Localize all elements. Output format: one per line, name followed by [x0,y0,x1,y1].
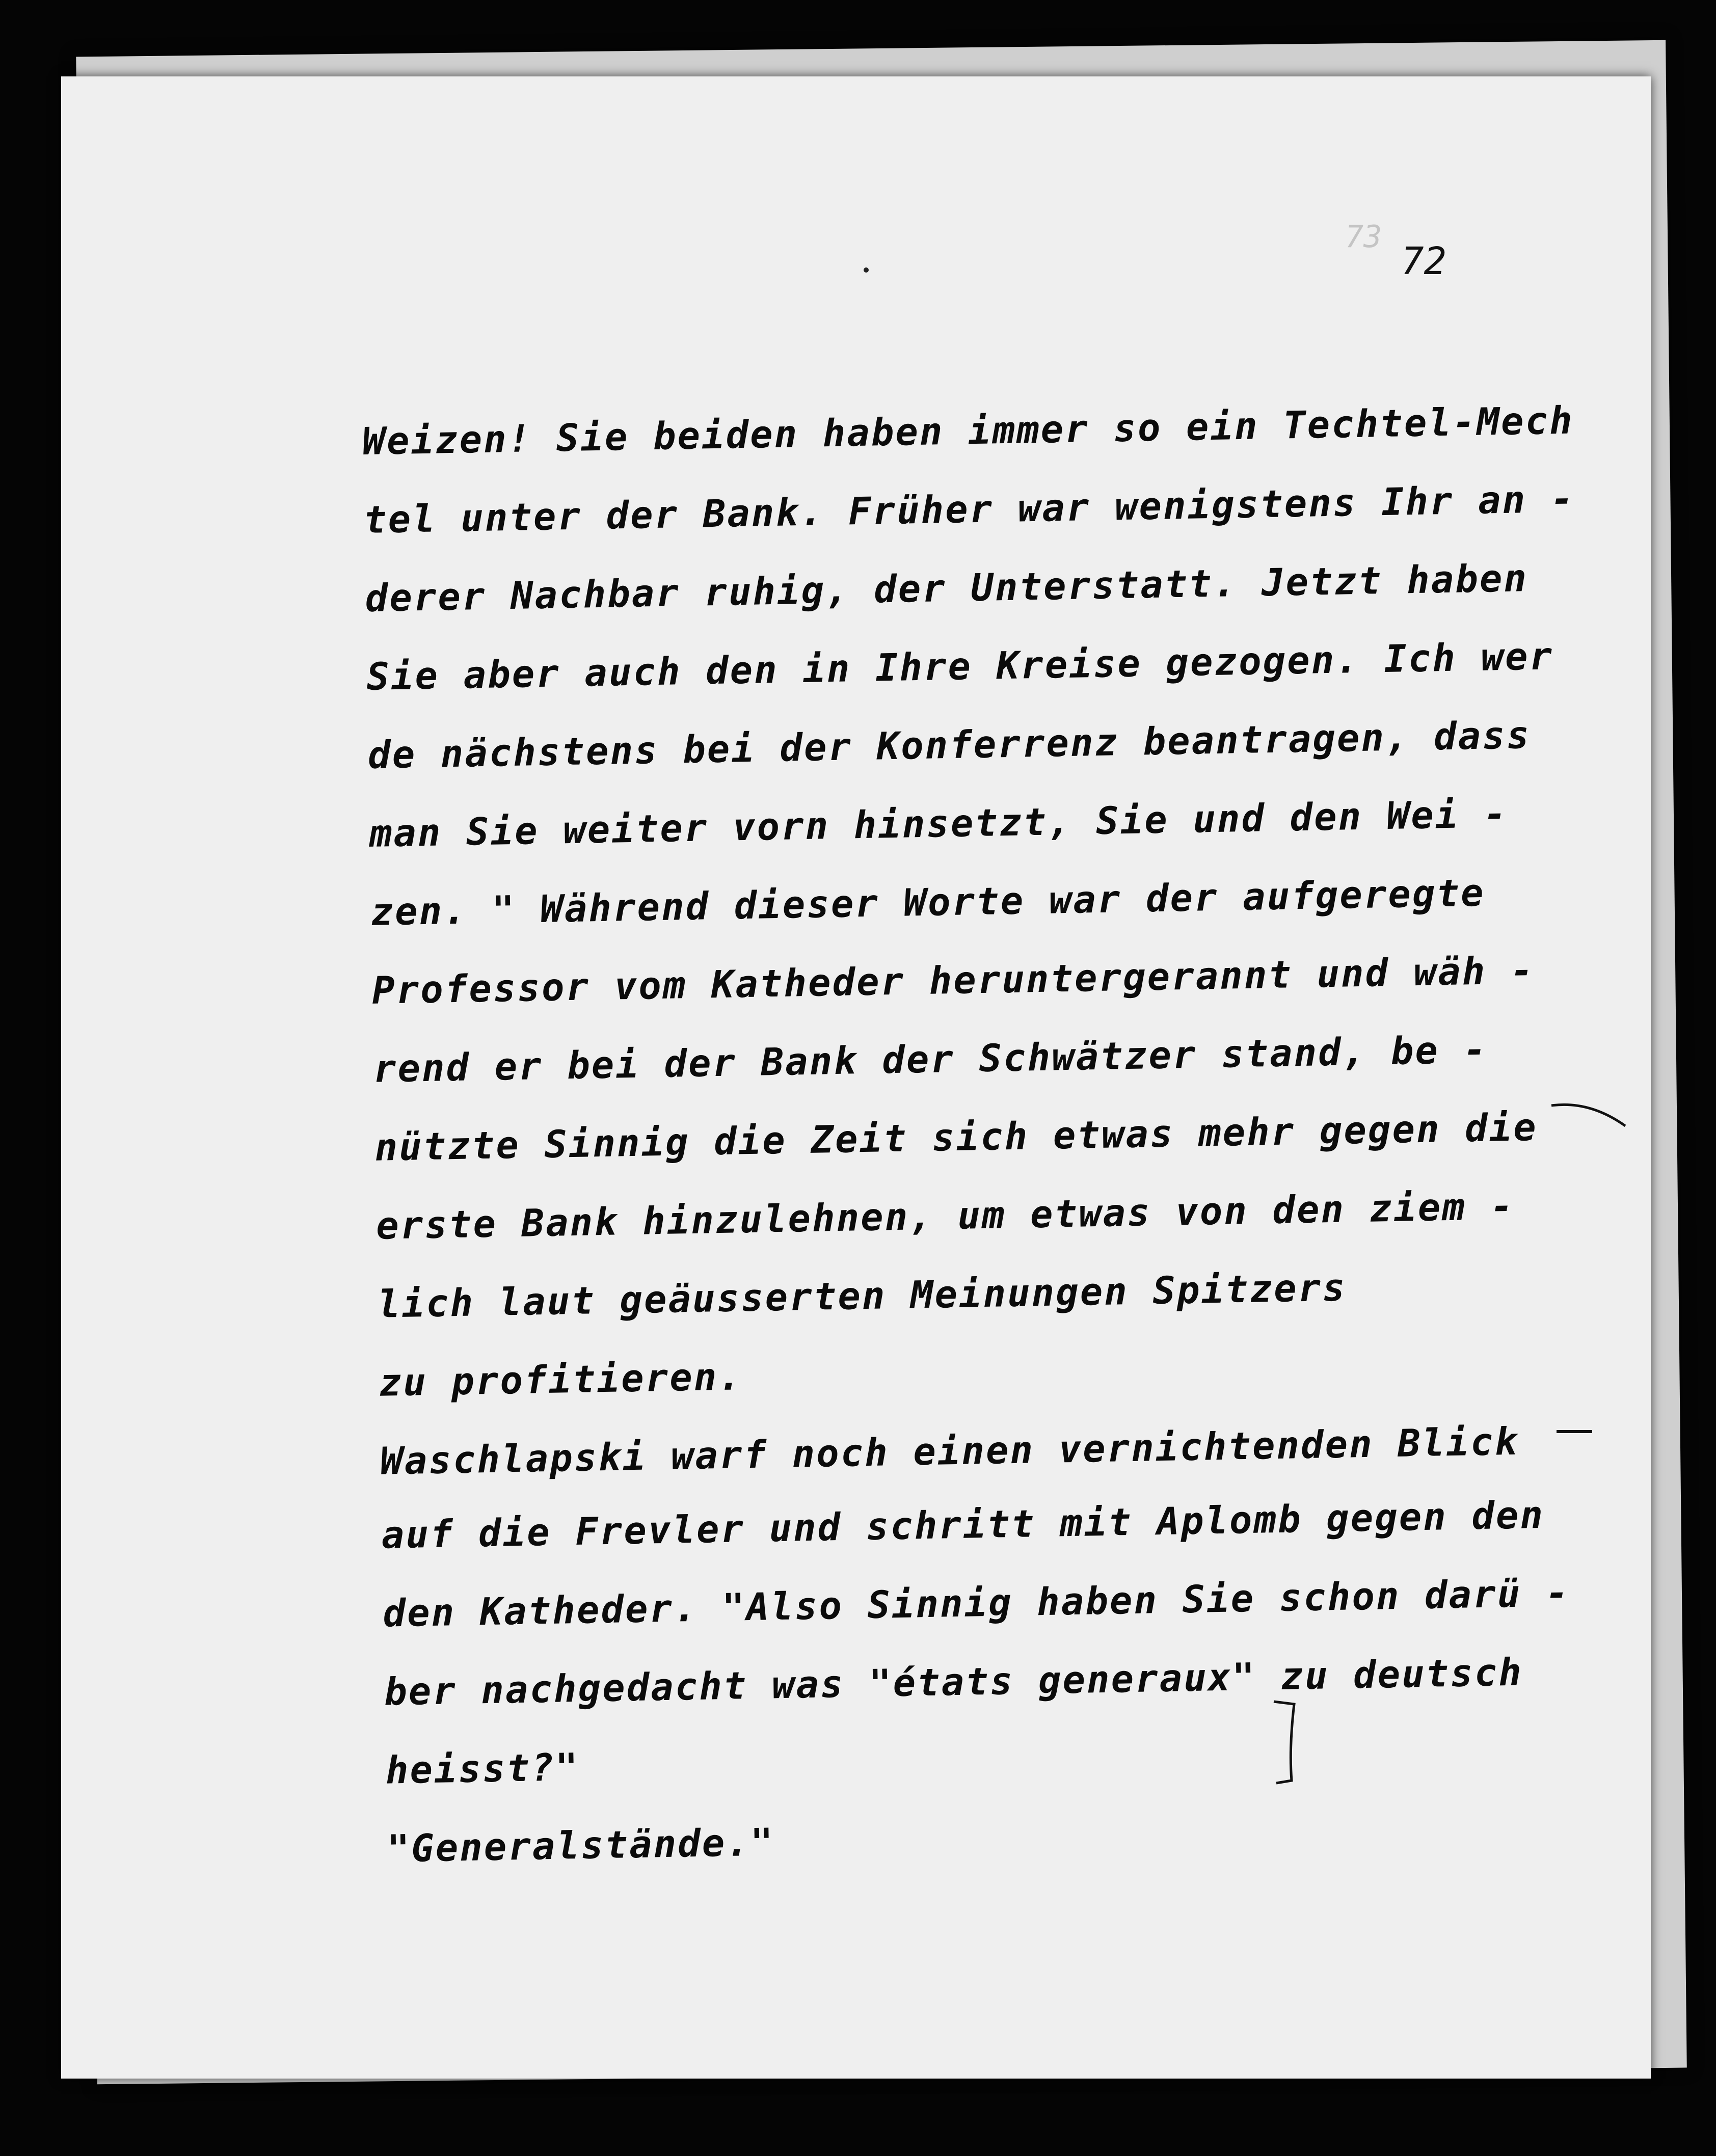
text-line: "Generalstände." [386,1820,775,1871]
text-line: Professor vom Katheder heruntergerannt und wäh - [371,948,1536,1013]
page-number: 72 [1401,239,1447,283]
text-line: tel unter der Bank. Früher war wenigstens Ihr an - [363,477,1576,542]
margin-pencil-mark [1549,1095,1630,1146]
text-line: lich laut geäusserten Meinungen Spitzers [377,1265,1347,1327]
text-line: zu profitieren. [378,1355,743,1405]
typewritten-text [362,381,1651,1889]
text-line: derer Nachbar ruhig, der Unterstatt. Jetzt haben [364,556,1529,621]
margin-dash-mark [1554,1426,1595,1437]
text-line: erste Bank hinzulehnen, um etwas von den ziem - [376,1184,1515,1248]
text-line: rend er bei der Bank der Schwätzer stand, be - [373,1028,1488,1091]
text-line: nützte Sinnig die Zeit sich etwas mehr gegen die [374,1105,1538,1170]
text-line: ber nachgedacht was "états generaux" zu deutsch [384,1650,1523,1714]
page [61,76,1651,2079]
text-line: zen. " Während dieser Worte war der aufgeregte [370,871,1486,934]
text-line: man Sie weiter vorn hinsetzt, Sie und den Wei - [369,792,1509,856]
text-line: auf die Frevler und schritt mit Aplomb gegen den [381,1493,1545,1557]
text-line: heisst?" [385,1745,580,1793]
stray-dot-mark [861,265,871,275]
text-line: den Katheder. "Also Sinnig haben Sie schon darü - [382,1571,1570,1636]
text-line: Waschlapski warf noch einen vernichtenden Blick [380,1419,1519,1484]
text-line: de nächstens bei der Konferrenz beantragen, dass [367,713,1531,777]
text-line: Sie aber auch den in Ihre Kreise gezogen. Ich wer [366,634,1554,699]
text-line: Weizen! Sie beiden haben immer so ein Techtel-Mech [362,398,1574,464]
margin-bracket-mark [1269,1696,1309,1788]
page-number-faint: 73 [1345,219,1382,255]
